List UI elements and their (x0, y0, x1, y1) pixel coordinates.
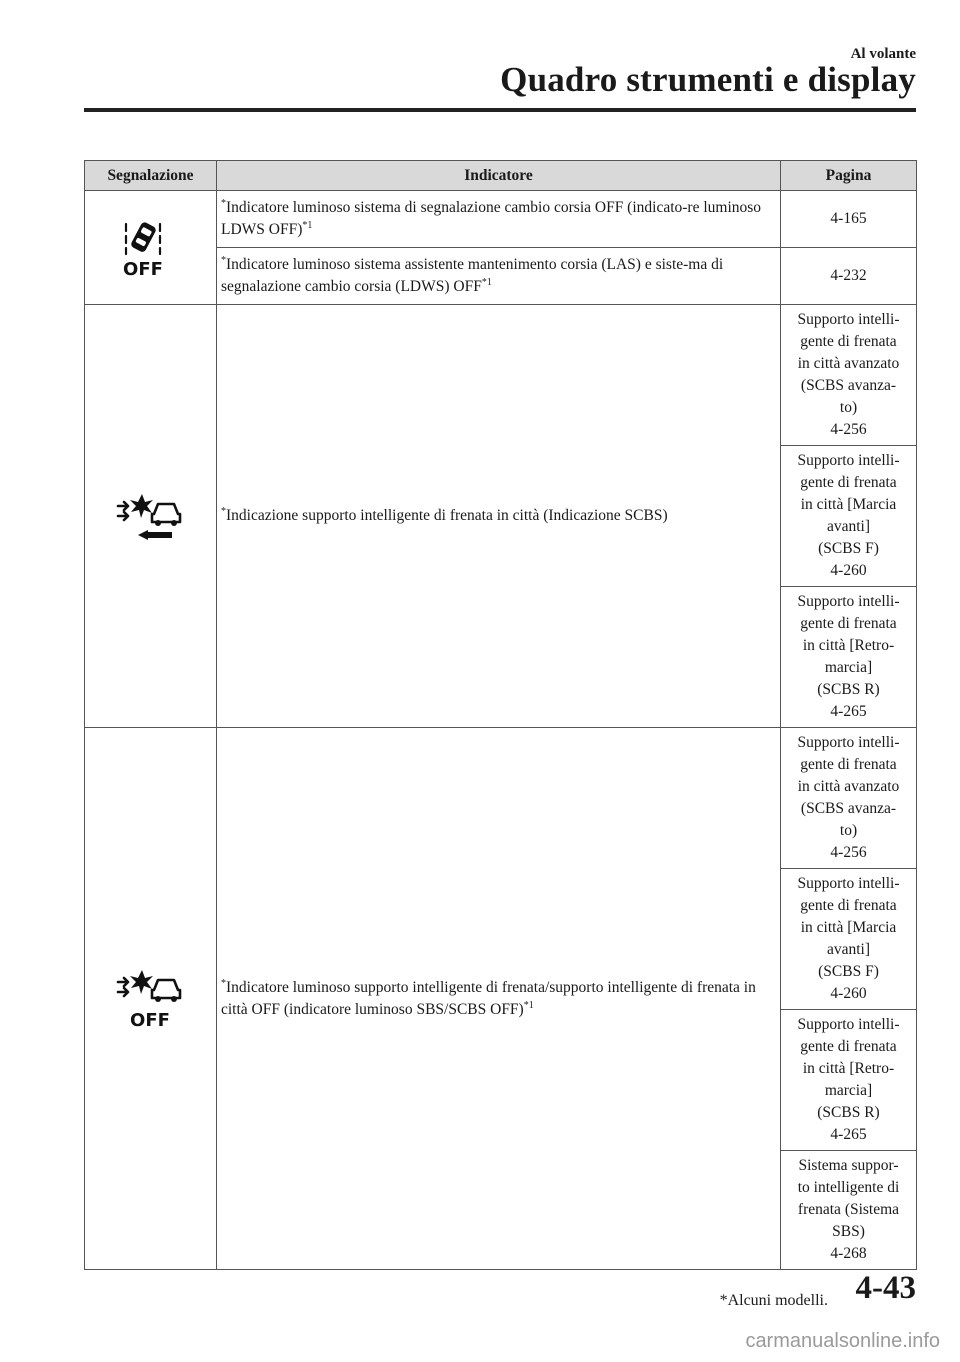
table-header-row (85, 161, 917, 191)
page-title: Quadro strumenti e display (500, 60, 916, 99)
table-row (85, 728, 917, 869)
signal-cell (85, 191, 217, 305)
indicator-text: *Indicatore luminoso sistema assistente mantenimento corsia (LAS) e siste-ma di segnalazione cambio corsia (LDWS) OFF$^{*1}$ (217, 248, 781, 305)
table-row (85, 191, 917, 248)
title-rule (84, 108, 916, 112)
page-reference: Supporto intelli- gente di frenata in città avanzato (SCBS avanza- to) 4-256 (781, 305, 917, 446)
watermark: carmanualsonline.info (745, 1330, 940, 1352)
indicator-text: *Indicatore luminoso sistema di segnalazione cambio corsia OFF (indicato-re luminoso LDWS OFF)$^{*1}$ (217, 191, 781, 248)
indicator-text: *Indicazione supporto intelligente di frenata in città (Indicazione SCBS) (217, 305, 781, 728)
page-reference: Supporto intelli- gente di frenata in città [Marcia avanti] (SCBS F) 4-260 (781, 869, 917, 1010)
page-reference: Supporto intelli- gente di frenata in città avanzato (SCBS avanza- to) 4-256 (781, 728, 917, 869)
svg-text:OFF: OFF (129, 1009, 170, 1030)
signal-cell (85, 305, 217, 728)
page-reference: Supporto intelli- gente di frenata in città [Retro- marcia] (SCBS R) 4-265 (781, 1010, 917, 1151)
page-reference: 4-165 (781, 191, 917, 248)
page-reference: Sistema suppor- to intelligente di frenata (Sistema SBS) 4-268 (781, 1151, 917, 1270)
page-number: 4-43 (855, 1270, 916, 1306)
smart-brake-support-off-icon (114, 968, 188, 1030)
smart-city-brake-support-icon (114, 492, 188, 540)
signal-cell (85, 728, 217, 1270)
indicator-text: *Indicatore luminoso supporto intelligente di frenata/supporto intelligente di frenata in città OFF (indicatore luminoso SBS/SCBS OFF)$^{*1}$ (217, 728, 781, 1270)
column-header-signal: Segnalazione (85, 161, 217, 191)
page-reference: Supporto intelli- gente di frenata in città [Retro- marcia] (SCBS R) 4-265 (781, 587, 917, 728)
lane-departure-off-icon (116, 218, 186, 278)
indicator-table (84, 160, 917, 1270)
page-reference: Supporto intelli- gente di frenata in città [Marcia avanti] (SCBS F) 4-260 (781, 446, 917, 587)
svg-text:OFF: OFF (122, 258, 163, 278)
column-header-page: Pagina (781, 161, 917, 191)
footnote: *Alcuni modelli. (719, 1292, 828, 1309)
page-reference: 4-232 (781, 248, 917, 305)
table-row (85, 305, 917, 446)
section-label: Al volante (850, 46, 916, 62)
column-header-indicator: Indicatore (217, 161, 781, 191)
